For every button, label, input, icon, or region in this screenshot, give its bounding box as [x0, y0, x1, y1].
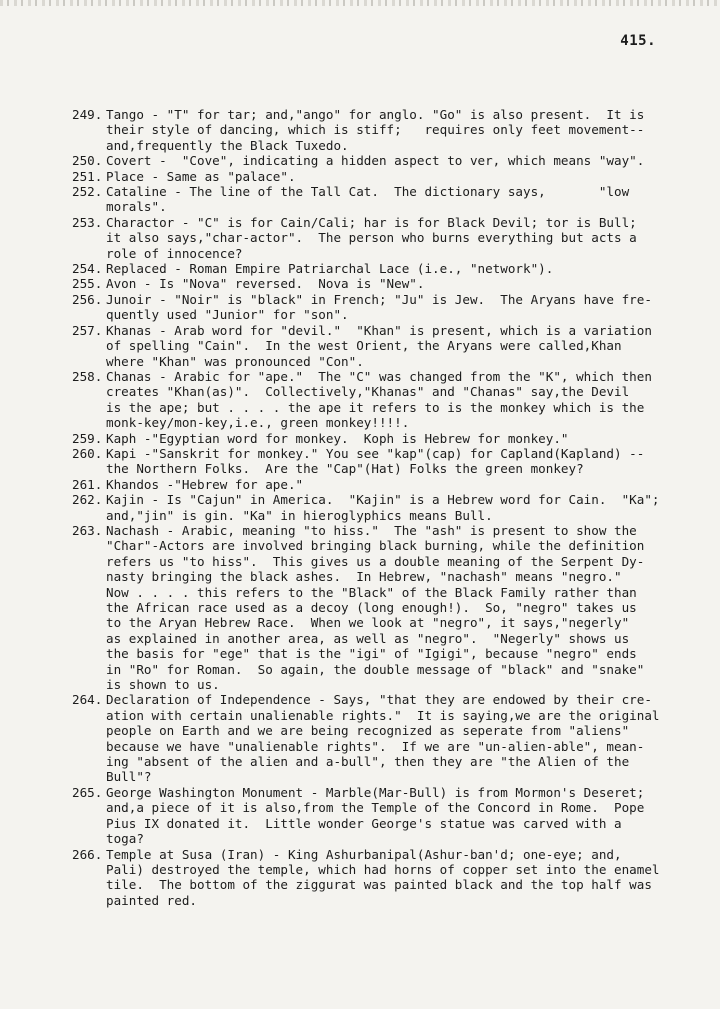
list-item: [72, 523, 672, 692]
entry-line: painted red.: [106, 892, 197, 908]
entry-body: [106, 292, 672, 323]
entry-number: 258.: [72, 368, 103, 384]
list-item: [72, 292, 672, 323]
entry-body: [106, 523, 672, 692]
list-item: [72, 492, 672, 523]
entry-line: as explained in another area, as well as "negro". "Negerly" shows us: [106, 630, 630, 646]
entry-number: 249.: [72, 107, 103, 122]
entry-line: to the Aryan Hebrew Race. When we look at "negro", it says,"negerly": [106, 615, 630, 631]
entry-body: [106, 431, 672, 446]
entry-number: 261.: [72, 476, 103, 492]
entry-line: Charactor - "C" is for Cain/Cali; har is for Black Devil; tor is Bull;: [106, 214, 637, 230]
entry-line: is shown to us.: [106, 677, 220, 693]
entry-line: quently used "Junior" for "son".: [106, 307, 349, 323]
entry-body: [106, 261, 672, 276]
list-item: [72, 431, 672, 446]
entry-line: Khanas - Arab word for "devil." "Khan" is present, which is a variation: [106, 322, 652, 338]
entry-line: the basis for "ege" that is the "igi" of "Igigi", because "negro" ends: [106, 646, 637, 662]
entry-line: because we have "unalienable rights". If we are "un-alien-able", mean-: [106, 738, 645, 754]
entry-line: role of innocence?: [106, 245, 243, 261]
entry-line: Junoir - "Noir" is "black" in French; "Ju" is Jew. The Aryans have fre-: [106, 291, 652, 307]
entry-line: morals".: [106, 199, 167, 215]
list-item: [72, 323, 672, 369]
entry-line: Chanas - Arabic for "ape." The "C" was changed from the "K", which then: [106, 368, 652, 384]
list-item: [72, 169, 672, 184]
entry-body: [106, 323, 672, 369]
entry-line: ation with certain unalienable rights." It is saying,we are the original: [106, 707, 660, 723]
entry-line: George Washington Monument - Marble(Mar-Bull) is from Mormon's Deseret;: [106, 784, 645, 800]
entry-line: the Northern Folks. Are the "Cap"(Hat) Folks the green monkey?: [106, 461, 584, 477]
entry-list: [72, 107, 672, 908]
entry-line: Now . . . . this refers to the "Black" of the Black Family rather than: [106, 584, 637, 600]
entry-body: [106, 692, 672, 784]
entry-number: 260.: [72, 445, 103, 461]
entry-number: 262.: [72, 492, 103, 508]
entry-body: [106, 446, 672, 477]
entry-line: nasty bringing the black ashes. In Hebrew, "nachash" means "negro.": [106, 569, 622, 585]
entry-body: [106, 184, 672, 215]
list-item: [72, 107, 672, 153]
entry-number: 263.: [72, 522, 103, 538]
entry-number: 254.: [72, 261, 103, 277]
entry-body: [106, 369, 672, 431]
list-item: [72, 153, 672, 168]
entry-line: Pali) destroyed the temple, which had horns of copper set into the enamel: [106, 861, 660, 877]
list-item: [72, 847, 672, 909]
entry-body: [106, 276, 672, 291]
entry-line: where "Khan" was pronounced "Con".: [106, 353, 364, 369]
list-item: [72, 692, 672, 784]
entry-body: [106, 153, 672, 168]
entry-line: Place - Same as "palace".: [106, 168, 296, 184]
entry-number: 251.: [72, 168, 103, 184]
list-item: [72, 184, 672, 215]
entry-number: 250.: [72, 153, 103, 169]
entry-line: people on Earth and we are being recognized as seperate from "aliens": [106, 723, 630, 739]
entry-body: [106, 215, 672, 261]
entry-line: Replaced - Roman Empire Patriarchal Lace (i.e., "network").: [106, 261, 554, 277]
entry-line: Nachash - Arabic, meaning "to hiss." The "ash" is present to show the: [106, 522, 637, 538]
page-top-edge: [0, 0, 720, 6]
entry-line: Bull"?: [106, 769, 152, 785]
entry-number: 265.: [72, 784, 103, 800]
entry-line: and,a piece of it is also,from the Temple of the Concord in Rome. Pope: [106, 800, 645, 816]
entry-line: of spelling "Cain". In the west Orient, the Aryans were called,Khan: [106, 338, 622, 354]
entry-line: Kapi -"Sanskrit for monkey." You see "kap"(cap) for Capland(Kapland) --: [106, 445, 645, 461]
entry-line: Kaph -"Egyptian word for monkey. Koph is Hebrew for monkey.": [106, 430, 569, 446]
entry-number: 264.: [72, 692, 103, 708]
entry-body: [106, 169, 672, 184]
entry-line: Khandos -"Hebrew for ape.": [106, 476, 304, 492]
entry-line: and,"jin" is gin. "Ka" in hieroglyphics means Bull.: [106, 507, 493, 523]
entry-line: Kajin - Is "Cajun" in America. "Kajin" is a Hebrew word for Cain. "Ka";: [106, 492, 660, 508]
entry-line: toga?: [106, 831, 144, 847]
entry-line: refers us "to hiss". This gives us a double meaning of the Serpent Dy-: [106, 553, 645, 569]
entry-number: 256.: [72, 291, 103, 307]
entry-line: in "Ro" for Roman. So again, the double message of "black" and "snake": [106, 661, 645, 677]
list-item: [72, 261, 672, 276]
entry-line: ing "absent of the alien and a-bull", then they are "the Alien of the: [106, 754, 630, 770]
entry-number: 259.: [72, 430, 103, 446]
entry-body: [106, 492, 672, 523]
entry-body: [106, 477, 672, 492]
entry-number: 266.: [72, 846, 103, 862]
entry-number: 255.: [72, 276, 103, 292]
entry-line: Temple at Susa (Iran) - King Ashurbanipal(Ashur-ban'd; one-eye; and,: [106, 846, 622, 862]
entry-line: Cataline - The line of the Tall Cat. The dictionary says, "low: [106, 184, 630, 200]
entry-number: 252.: [72, 184, 103, 200]
entry-line: "Char"-Actors are involved bringing black burning, while the definition: [106, 538, 645, 554]
entry-number: 253.: [72, 214, 103, 230]
list-item: [72, 446, 672, 477]
list-item: [72, 477, 672, 492]
entry-number: 257.: [72, 322, 103, 338]
list-item: [72, 369, 672, 431]
entry-line: creates "Khan(as)". Collectively,"Khanas" and "Chanas" say,the Devil: [106, 384, 630, 400]
list-item: [72, 215, 672, 261]
entry-line: their style of dancing, which is stiff; requires only feet movement--: [106, 122, 645, 138]
entry-body: [106, 107, 672, 153]
list-item: [72, 276, 672, 291]
entry-line: monk-key/mon-key,i.e., green monkey!!!!.: [106, 415, 410, 431]
list-item: [72, 785, 672, 847]
entry-line: the African race used as a decoy (long enough!). So, "negro" takes us: [106, 600, 637, 615]
entry-line: Covert - "Cove", indicating a hidden aspect to ver, which means "way".: [106, 153, 645, 169]
entry-line: Tango - "T" for tar; and,"ango" for anglo. "Go" is also present. It is: [106, 107, 645, 122]
entry-line: tile. The bottom of the ziggurat was painted black and the top half was: [106, 877, 652, 893]
entry-body: [106, 785, 672, 847]
entry-line: Avon - Is "Nova" reversed. Nova is "New".: [106, 276, 425, 292]
entry-body: [106, 847, 672, 909]
entry-line: is the ape; but . . . . the ape it refers to is the monkey which is the: [106, 399, 645, 415]
page-number: 415.: [620, 33, 656, 49]
entry-line: Pius IX donated it. Little wonder George's statue was carved with a: [106, 815, 622, 831]
entry-line: it also says,"char-actor". The person who burns everything but acts a: [106, 230, 637, 246]
entry-line: Declaration of Independence - Says, "that they are endowed by their cre-: [106, 692, 652, 708]
entry-line: and,frequently the Black Tuxedo.: [106, 137, 349, 153]
